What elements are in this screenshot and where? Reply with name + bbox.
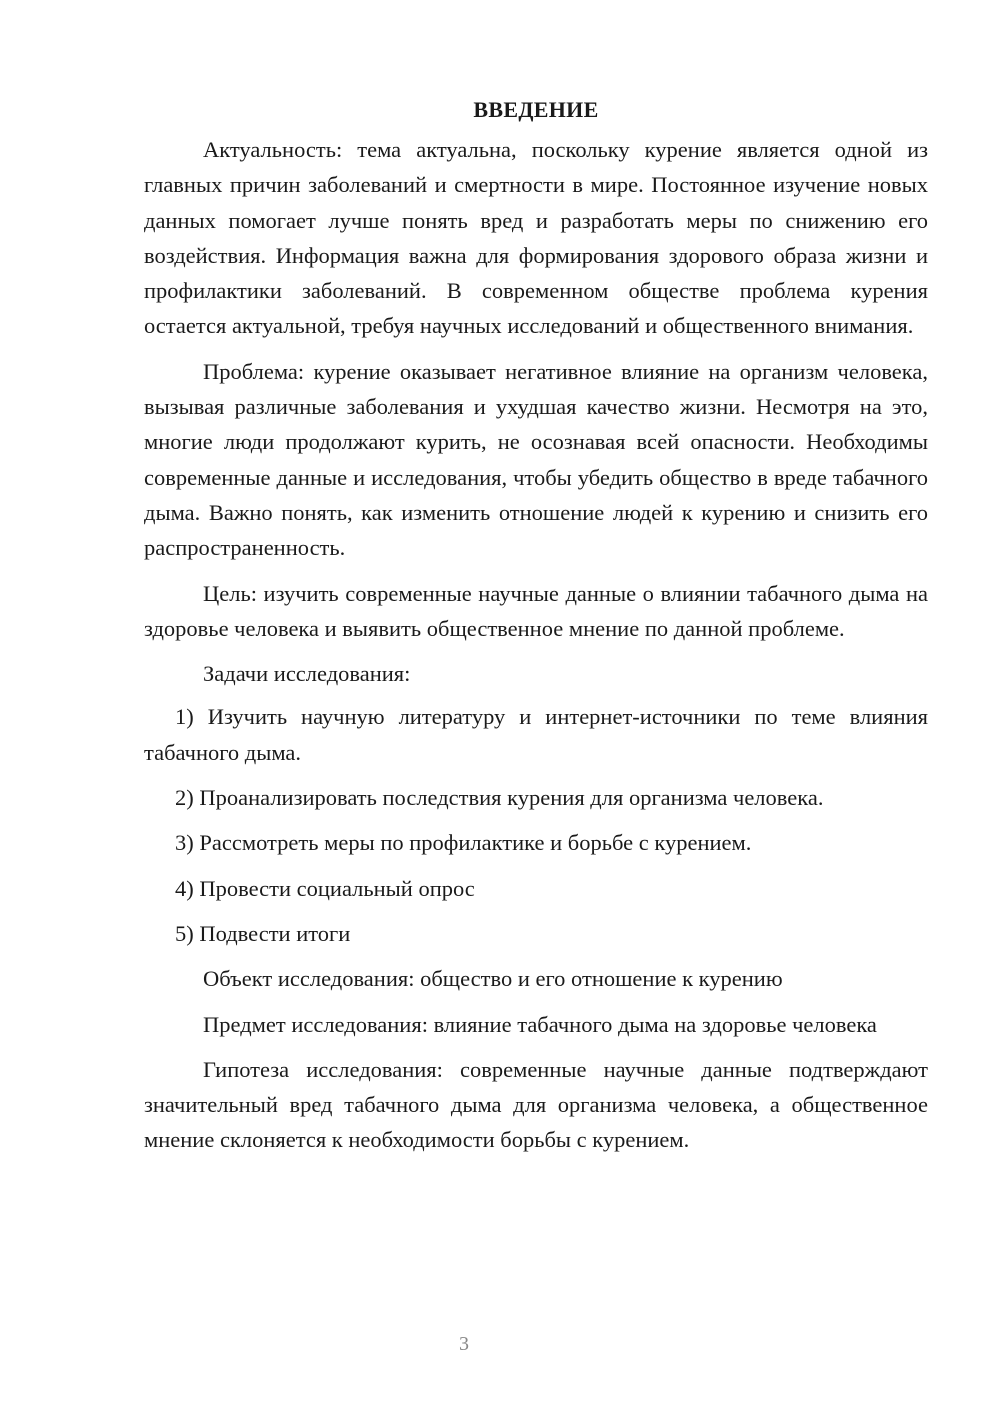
task-item-2: 2) Проанализировать последствия курения для организма человека. xyxy=(175,785,824,811)
object-paragraph: Объект исследования: общество и его отношение к курению xyxy=(203,966,783,992)
page-content xyxy=(144,92,928,1168)
goal-paragraph: Цель: изучить современные научные данные о влиянии табачного дыма на здоровье человека и выявить общественное мнение по данной проблеме. xyxy=(144,580,928,641)
relevance-paragraph: Актуальность: тема актуальна, поскольку курение является одной из главных причин заболеваний и смертности в мире. Постоянное изучение новых данных помогает лучше понять вред и разработать меры по снижению его воздействия. Информация важна для формирования здорового образа жизни и профилактики заболеваний. В современном обществе проблема курения остается актуальной, требуя научных исследований и общественного внимания. xyxy=(144,137,928,339)
task-item-3: 3) Рассмотреть меры по профилактике и борьбе с курением. xyxy=(175,830,752,856)
task-item-4: 4) Провести социальный опрос xyxy=(175,875,475,901)
subject-paragraph: Предмет исследования: влияние табачного дыма на здоровье человека xyxy=(203,1011,877,1037)
problem-paragraph: Проблема: курение оказывает негативное влияние на организм человека, вызывая различные заболевания и ухудшая качество жизни. Несмотря на это, многие люди продолжают курить, не осознавая всей опасности. Необходимы современные данные и исследования, чтобы убедить общество в вреде табачного дыма. Важно понять, как изменить отношение людей к курению и снизить его распространенность. xyxy=(144,358,928,561)
page-number: 3 xyxy=(459,1333,469,1355)
task-item-1: 1) Изучить научную литературу и интернет-источники по теме влияния табачного дыма. xyxy=(144,704,928,765)
hypothesis-paragraph: Гипотеза исследования: современные научные данные подтверждают значительный вред табачного дыма для организма человека, а общественное мнение склоняется к необходимости борьбы с курением. xyxy=(144,1056,928,1153)
tasks-heading: Задачи исследования: xyxy=(203,661,411,687)
task-item-5: 5) Подвести итоги xyxy=(175,920,351,946)
section-title: ВВЕДЕНИЕ xyxy=(473,97,599,122)
